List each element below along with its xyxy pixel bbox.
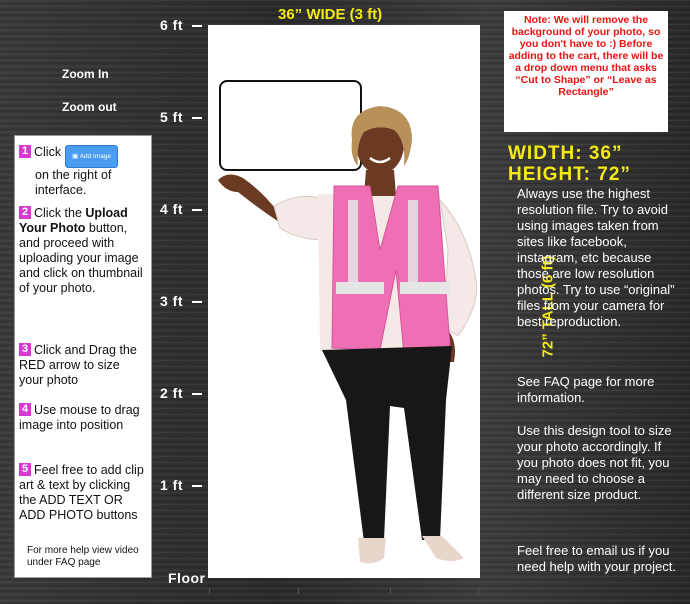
step-text: on the right of interface. xyxy=(35,168,112,197)
ruler-tick xyxy=(192,209,202,211)
ruler-tick xyxy=(192,485,202,487)
person-shoe-left xyxy=(358,538,386,563)
person-pants xyxy=(322,346,452,542)
height-vertical-label: 72” TALL (6 ft) xyxy=(539,255,557,358)
add-image-label: Add Image xyxy=(79,153,112,160)
step-text: Click the xyxy=(34,206,86,220)
ruler-label-5ft: 5 ft xyxy=(160,109,183,125)
instructions-panel xyxy=(14,135,152,578)
step-5 xyxy=(19,463,147,523)
zoom-out-button[interactable]: Zoom out xyxy=(62,100,117,114)
step-text: Use mouse to drag image into position xyxy=(19,403,140,432)
step-number: 2 xyxy=(19,206,31,219)
step-number: 5 xyxy=(19,463,31,476)
info-email: Feel free to email us if you need help with your project. xyxy=(517,543,676,574)
background-removal-note: Note: We will remove the background of your photo, so you don't have to :) Before adding to the cart, there will be a drop down menu that asks “Cut to Shape” or “Leave as Rectangle” xyxy=(504,11,668,132)
step-2 xyxy=(19,206,147,296)
ruler-label-floor: Floor xyxy=(168,570,206,586)
ruler-label-2ft: 2 ft xyxy=(160,385,183,401)
info-sizing: Use this design tool to size your photo accordingly. If you photo does not fit, you may need to choose a different size product. xyxy=(517,423,672,502)
add-image-button[interactable]: ▣ Add Image xyxy=(65,145,118,168)
ruler-label-4ft: 4 ft xyxy=(160,201,183,217)
step-4 xyxy=(19,403,147,433)
info-resolution: Always use the highest resolution file. Try to avoid using images taken from sites like facebook, instagram, etc because those are low resolution photos. Try to use “original” files from your camera for best reproduction. xyxy=(517,186,675,329)
floor-tick xyxy=(298,588,299,594)
ruler-tick xyxy=(192,25,202,27)
step-text: Click xyxy=(34,145,62,159)
floor-tick xyxy=(390,588,391,594)
step-text: Click and Drag the RED arrow to size your photo xyxy=(19,343,137,387)
floor-tick xyxy=(209,588,210,594)
vest-stripe xyxy=(400,282,450,294)
width-label: 36” WIDE (3 ft) xyxy=(278,6,383,23)
step-1 xyxy=(19,145,147,198)
ruler-tick xyxy=(192,393,202,395)
step-number: 4 xyxy=(19,403,31,416)
info-faq: See FAQ page for more information. xyxy=(517,374,655,405)
person-shoe-right xyxy=(422,536,464,561)
dimension-height: HEIGHT: 72” xyxy=(508,164,631,185)
zoom-in-button[interactable]: Zoom In xyxy=(62,67,109,81)
vest-stripe xyxy=(348,200,358,282)
upload-photo-label: Upload Your Photo xyxy=(19,206,128,235)
step-number: 3 xyxy=(19,343,31,356)
vest-stripe xyxy=(408,200,418,282)
ruler-tick xyxy=(192,117,202,119)
ruler-tick xyxy=(192,301,202,303)
floor-tick xyxy=(478,588,479,594)
step-text: Feel free to add clip art & text by clicking the ADD TEXT OR ADD PHOTO buttons xyxy=(19,463,144,522)
vest-stripe xyxy=(336,282,384,294)
ruler-label-6ft: 6 ft xyxy=(160,17,183,33)
help-footer: For more help view video under FAQ page xyxy=(27,545,139,568)
ruler-label-1ft: 1 ft xyxy=(160,477,183,493)
person-photo[interactable] xyxy=(208,100,480,578)
step-text: button, and proceed with uploading your image and click on thumbnail of your photo. xyxy=(19,221,143,295)
dimension-width: WIDTH: 36” xyxy=(508,143,623,164)
step-3 xyxy=(19,343,147,388)
person-arm-left xyxy=(218,174,286,224)
step-number: 1 xyxy=(19,145,31,158)
ruler-label-3ft: 3 ft xyxy=(160,293,183,309)
